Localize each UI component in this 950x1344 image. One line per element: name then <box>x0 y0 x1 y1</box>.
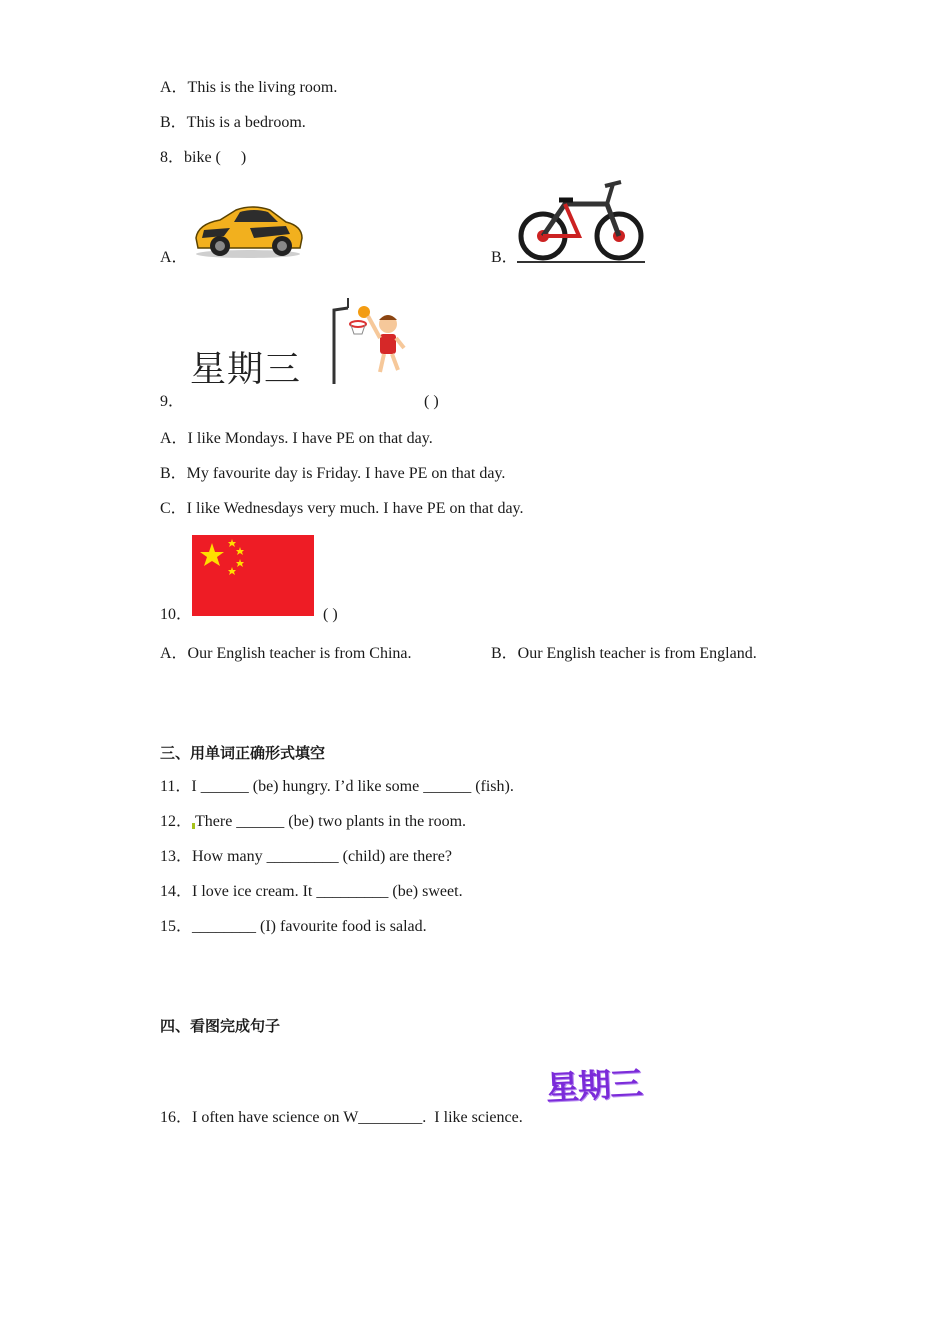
q10-number: 10． <box>160 606 193 623</box>
car-icon <box>190 200 306 260</box>
q8-option-a-label: A． <box>160 249 188 266</box>
wednesday-sticker: 星期三 <box>545 1063 643 1108</box>
q11: 11．I ______ (be) hungry. I’d like some ______ (fish). <box>160 778 514 795</box>
q15: 15．________ (I) favourite food is salad. <box>160 918 427 935</box>
section3-title: 三、用单词正确形式填空 <box>160 744 326 762</box>
q9-option-b: B．My favourite day is Friday. I have PE on that day. <box>160 465 506 482</box>
q9-option-a: A．I like Mondays. I have PE on that day. <box>160 430 433 447</box>
q13: 13．How many _________ (child) are there? <box>160 848 452 865</box>
section4-title: 四、看图完成句子 <box>160 1017 281 1035</box>
basketball-player-icon <box>328 294 412 386</box>
bicycle-icon <box>517 180 645 264</box>
q9-number: 9． <box>160 393 185 410</box>
q9-day-text: 星期三 <box>190 349 302 390</box>
china-flag-icon <box>192 535 314 616</box>
q7-option-b: B．This is a bedroom. <box>160 114 306 131</box>
q16: 16．I often have science on W________. I like science. <box>160 1109 523 1126</box>
q8-stem: 8．bike ( ) <box>160 149 247 166</box>
q8-option-b-label: B． <box>491 249 518 266</box>
q9-option-c: C．I like Wednesdays very much. I have PE on that day. <box>160 500 524 517</box>
q14: 14．I love ice cream. It _________ (be) sweet. <box>160 883 463 900</box>
q12-number: 12． <box>160 813 193 830</box>
q9-paren: ( ) <box>424 393 439 410</box>
q7-option-a: A．This is the living room. <box>160 79 338 96</box>
q10-paren: ( ) <box>323 606 338 623</box>
q10-option-a: A．Our English teacher is from China. <box>160 645 412 662</box>
q10-option-b: B．Our English teacher is from England. <box>491 645 757 662</box>
q12: There ______ (be) two plants in the room. <box>195 813 467 830</box>
